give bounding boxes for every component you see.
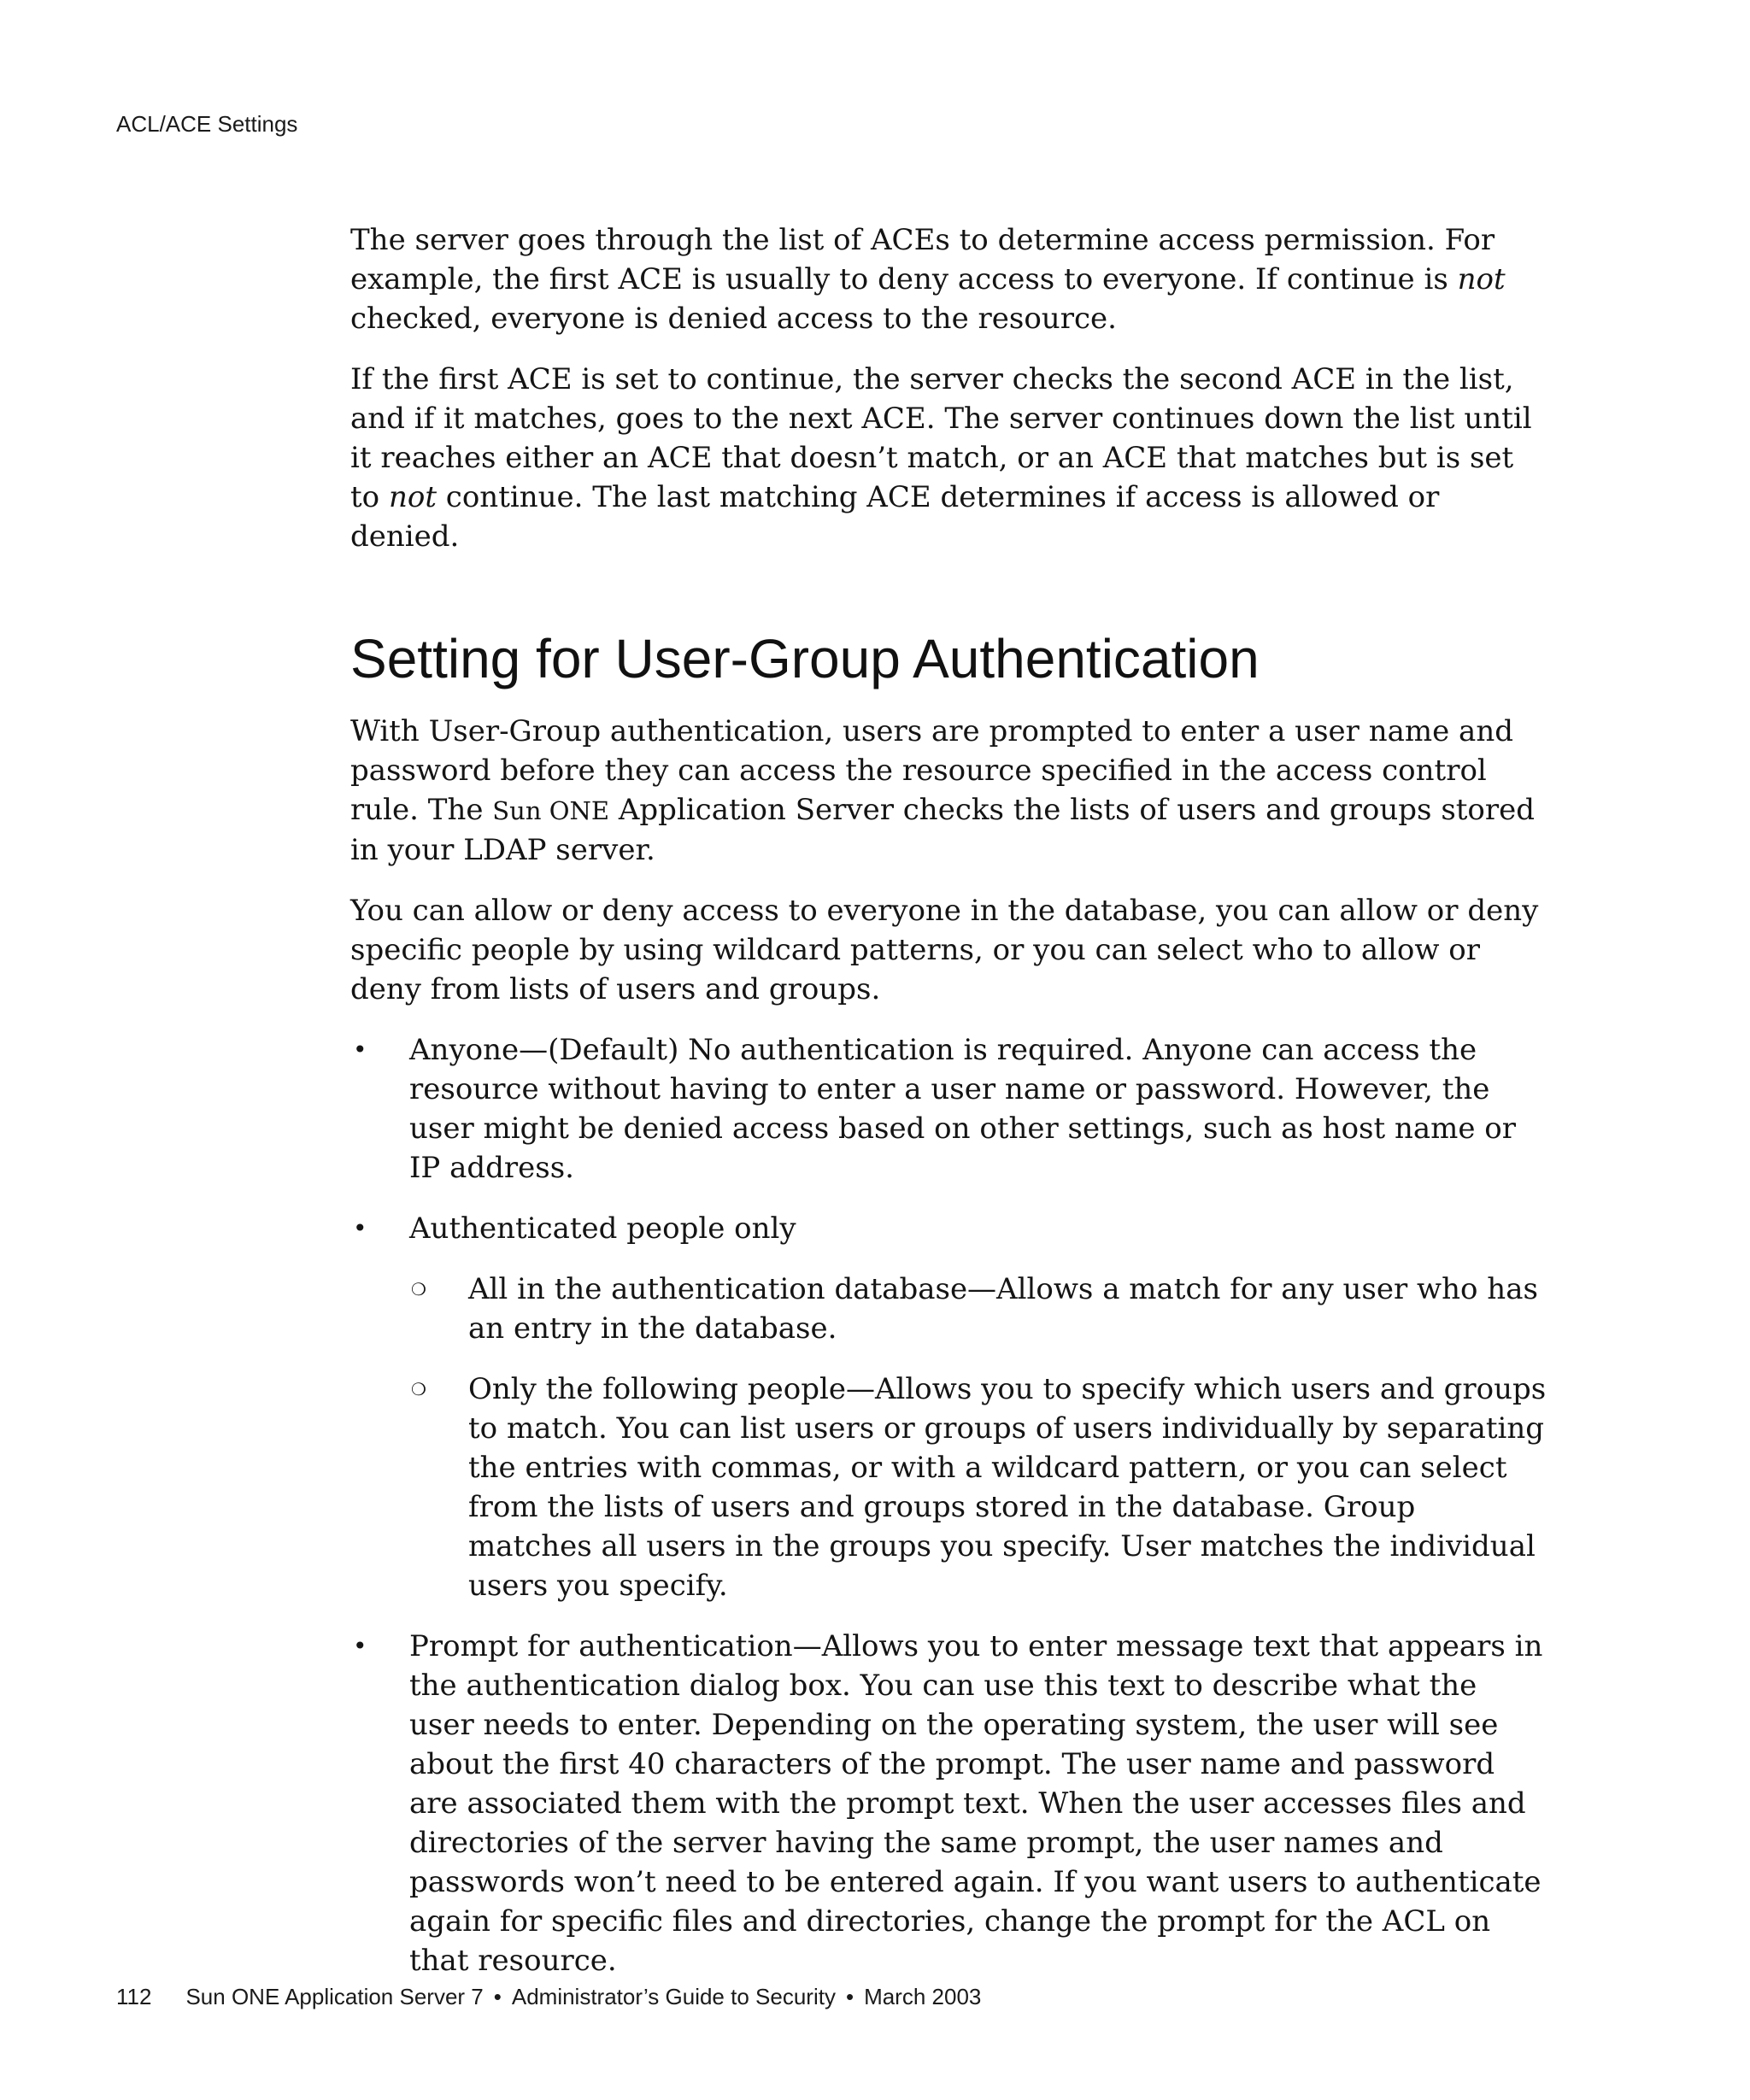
sub-bullet-icon: ❍	[411, 1279, 426, 1299]
footer-separator: •	[845, 1984, 854, 2009]
section-paragraph-2: You can allow or deny access to everyone in the database, you can allow or deny specific people by using wildcard patterns, or you can select who to allow or deny from lists of users and groups.	[350, 894, 1539, 1006]
running-header: ACL/ACE Settings	[116, 111, 298, 137]
intro-paragraph-2: If the first ACE is set to continue, the server checks the second ACE in the list, and if it matches, goes to the next ACE. The server continues down the list until it reaches either an ACE that doesn’t match, or an ACE that matches but is set to not continue. The last matching ACE determines if access is allowed or denied.	[350, 362, 1532, 554]
bullet-icon: •	[353, 1035, 367, 1064]
list-item-authenticated: • Authenticated people only ❍ All in the authentication database—Allows a match for any user who has an entry in the database. ❍ Only the following people—Allows you to specify which users and groups to match. You can list users or groups of users individually by separating the entries with commas, or with a wildcard pattern, or you can select from the lists of users and groups stored in the database. Group matches all users in the groups you specify. User matches the individual users you specify.	[350, 1209, 1547, 1605]
sub-bullet-icon: ❍	[411, 1379, 426, 1399]
list-item-prompt: • Prompt for authentication—Allows you to enter message text that appears in the authentication dialog box. You can use this text to describe what the user needs to enter. Depending on the operating system, the user will see about the first 40 characters of the prompt. The user name and password are associated them with the prompt text. When the user accesses files and directories of the server having the same prompt, the user names and passwords won’t need to be entered again. If you want users to authenticate again for specific files and directories, change the prompt for the ACL on that resource.	[350, 1627, 1547, 1980]
emphasis-not: not	[388, 480, 437, 514]
option-list	[350, 1030, 1547, 1980]
intro-paragraph-1: The server goes through the list of ACEs to determine access permission. For example, the first ACE is usually to deny access to everyone. If continue is not checked, everyone is denied access to the resource.	[350, 223, 1506, 336]
publication-date: March 2003	[864, 1984, 982, 2009]
page-content	[350, 220, 1547, 2002]
emphasis-not: not	[1457, 262, 1506, 296]
guide-title: Administrator’s Guide to Security	[511, 1984, 836, 2009]
footer-separator: •	[493, 1984, 502, 2009]
section-paragraph-1: With User-Group authentication, users are prompted to enter a user name and password before they can access the resource specified in the access control rule. The Sun ONE Application Server checks the lists of users and groups stored in your LDAP server.	[350, 714, 1536, 867]
book-title: Sun ONE Application Server 7	[185, 1984, 484, 2009]
product-name: Sun ONE	[492, 796, 610, 825]
sub-list-item-all-in-database: ❍ All in the authentication database—Allows a match for any user who has an entry in the database.	[409, 1270, 1547, 1348]
sub-list-item-only-following: ❍ Only the following people—Allows you to specify which users and groups to match. You can list users or groups of users individually by separating the entries with commas, or with a wildcard pattern, or you can select from the lists of users and groups stored in the database. Group matches all users in the groups you specify. User matches the individual users you specify.	[409, 1370, 1547, 1605]
list-item-anyone: • Anyone—(Default) No authentication is required. Anyone can access the resource without having to enter a user name or password. However, the user might be denied access based on other settings, such as host name or IP address.	[350, 1030, 1547, 1188]
sub-option-list	[409, 1270, 1547, 1605]
section-heading: Setting for User-Group Authentication	[350, 628, 1260, 689]
page-number: 112	[116, 1984, 152, 2009]
running-footer	[116, 1984, 981, 2010]
bullet-icon: •	[353, 1214, 367, 1242]
bullet-icon: •	[353, 1632, 367, 1660]
